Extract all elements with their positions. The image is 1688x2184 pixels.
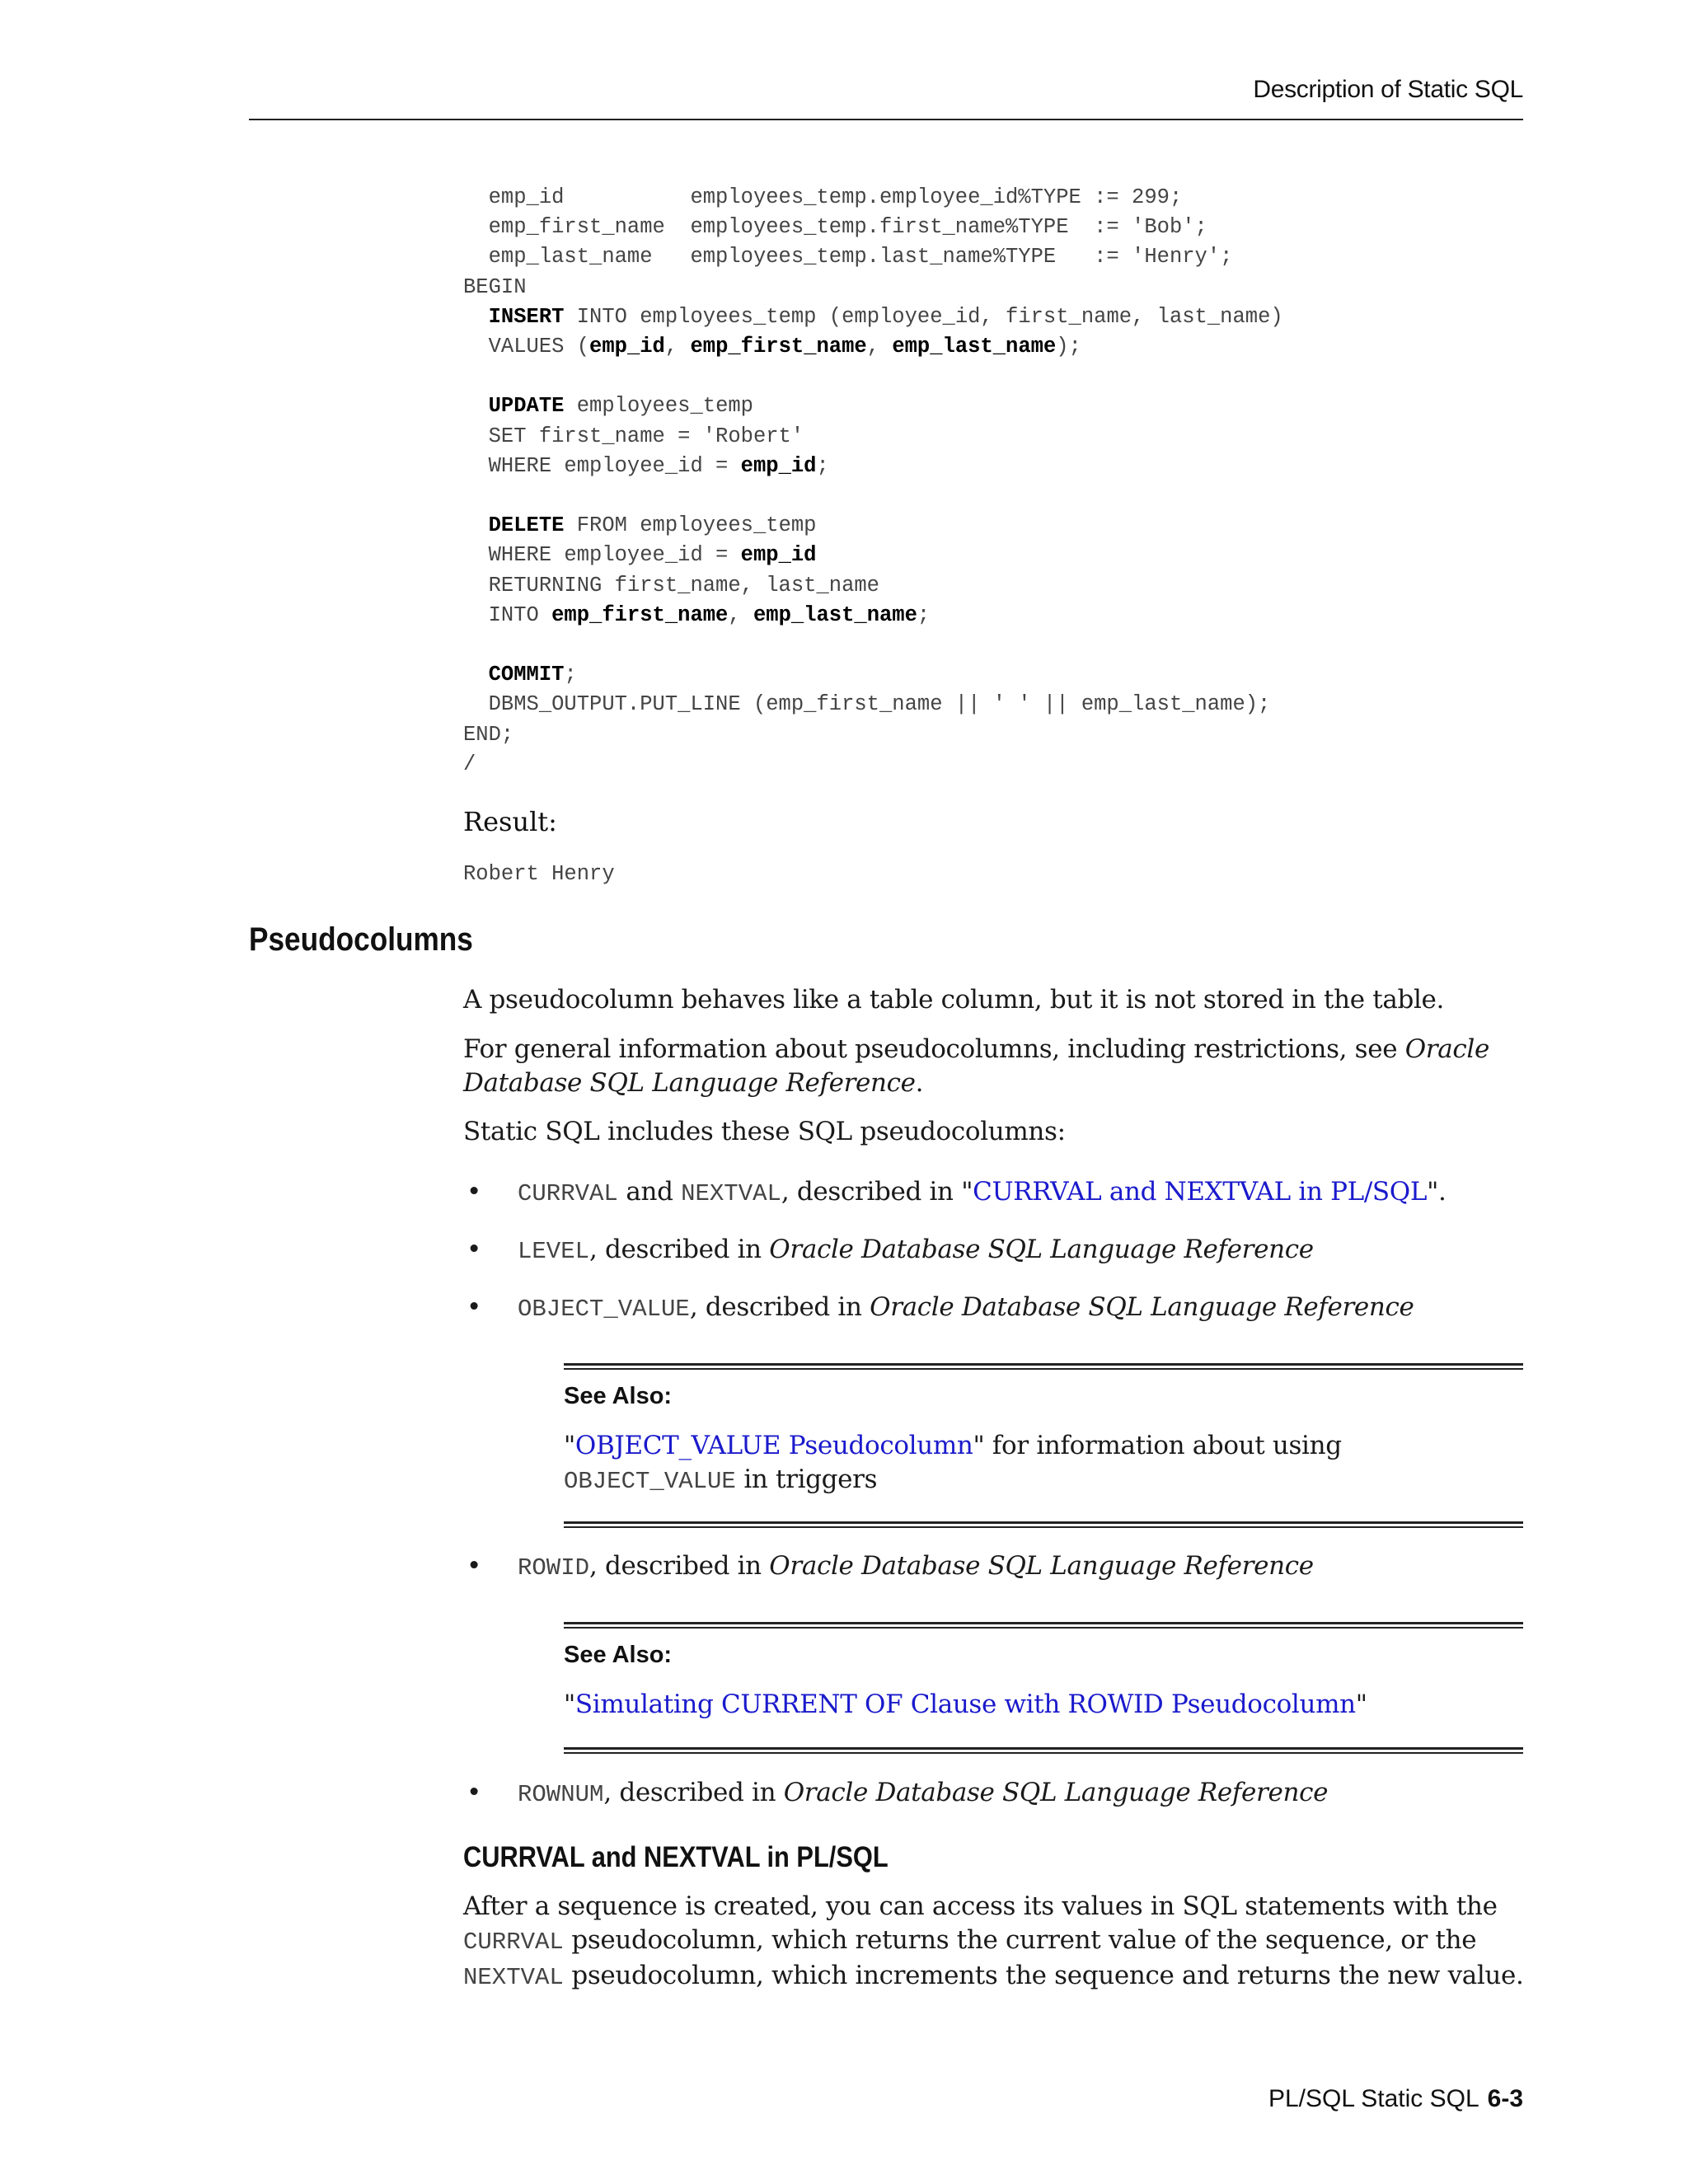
- reference-title-cont: Database SQL Language Reference: [463, 1067, 916, 1098]
- code-keyword: COMMIT: [488, 663, 565, 687]
- code-keyword: UPDATE: [488, 394, 565, 419]
- bullet-dot: •: [467, 1778, 481, 1807]
- running-header-title: Description of Static SQL: [1253, 76, 1523, 103]
- code-line: [463, 692, 1270, 716]
- code-text: DBMS_OUTPUT.PUT_LINE (emp_first_name || ' ' || emp_last_name);: [463, 692, 1271, 717]
- running-header: [249, 73, 1523, 120]
- code-line: [463, 394, 753, 418]
- note-title: See Also:: [564, 1642, 673, 1668]
- bullet-dot: •: [467, 1551, 481, 1581]
- note-top-rule: [564, 1363, 1523, 1370]
- code-text: SET first_name = 'Robert': [463, 424, 804, 448]
- footer-title: PL/SQL Static SQL: [1268, 2085, 1479, 2112]
- code-line: [463, 543, 816, 567]
- bullet-dot: •: [467, 1292, 481, 1322]
- code-line: [463, 663, 577, 687]
- code-text: ,: [866, 335, 893, 359]
- code-line: [463, 574, 879, 598]
- code-text: ,: [728, 602, 753, 627]
- note-bottom-rule: [564, 1521, 1523, 1528]
- code-text: BEGIN: [463, 274, 527, 299]
- object-value-pseudocolumn-link[interactable]: OBJECT_VALUE Pseudocolumn: [574, 1431, 973, 1460]
- code-example: [463, 183, 1283, 780]
- code-text: ;: [917, 602, 931, 627]
- code-keyword: emp_id: [589, 335, 665, 359]
- reference-title: Oracle: [1404, 1034, 1489, 1064]
- code-text: END;: [463, 722, 514, 747]
- code-text: [463, 513, 489, 537]
- page-footer: [1268, 2085, 1523, 2113]
- code-text: [463, 394, 489, 418]
- code-keyword: emp_last_name: [753, 602, 917, 627]
- code-line: [463, 723, 513, 747]
- code-line: [463, 275, 527, 299]
- code-line: [463, 454, 829, 478]
- code-line: [463, 215, 1207, 239]
- code-text: /: [463, 752, 476, 776]
- code-text: ;: [564, 663, 577, 687]
- code-keyword: emp_id: [740, 543, 817, 568]
- code-line: [463, 245, 1232, 269]
- bullet-dot: •: [467, 1177, 481, 1207]
- currval-nextval-link[interactable]: CURRVAL and NEXTVAL in PL/SQL: [973, 1177, 1428, 1207]
- code-line: [463, 752, 476, 776]
- code-line: [463, 424, 804, 448]
- code-line: [463, 185, 1182, 209]
- section-heading: Pseudocolumns: [249, 921, 473, 958]
- see-also-note-object-value: [564, 1363, 1523, 1528]
- see-also-note-rowid: [564, 1622, 1523, 1754]
- simulating-current-of-link[interactable]: Simulating CURRENT OF Clause with ROWID Pseudocolumn: [574, 1690, 1356, 1719]
- code-keyword: INSERT: [488, 304, 565, 329]
- includes-paragraph: Static SQL includes these SQL pseudocolumns:: [463, 1117, 1066, 1146]
- code-text: WHERE employee_id =: [463, 543, 741, 568]
- code-text: WHERE employee_id =: [463, 453, 741, 478]
- result-label: Result:: [463, 806, 557, 837]
- code-text: [463, 305, 489, 329]
- code-text: [463, 663, 489, 687]
- code-text: RETURNING first_name, last_name: [463, 573, 879, 598]
- code-text: emp_id employees_temp.employee_id%TYPE := 299;: [463, 185, 1183, 209]
- code-keyword: emp_id: [740, 453, 817, 478]
- note-body: "Simulating CURRENT OF Clause with ROWID Pseudocolumn": [564, 1690, 1367, 1719]
- code-text: ,: [664, 335, 691, 359]
- sequence-paragraph: After a sequence is created, you can access its values in SQL statements with the CURRVAL pseudocolumn, which returns the current value of the sequence, or the NEXTVAL pseudocolumn, which increments the sequence and returns the new value.: [463, 1891, 1524, 1991]
- code-keyword: emp_first_name: [690, 335, 867, 359]
- code-line: [463, 305, 1283, 329]
- note-body: "OBJECT_VALUE Pseudocolumn" for information about using OBJECT_VALUE in triggers: [564, 1431, 1342, 1495]
- code-text: INTO: [463, 602, 552, 627]
- code-text: ;: [816, 453, 829, 478]
- code-keyword: DELETE: [488, 513, 565, 538]
- code-text: emp_last_name employees_temp.last_name%TYPE := 'Henry';: [463, 245, 1233, 269]
- code-line: [463, 513, 817, 537]
- result-output: Robert Henry: [463, 862, 615, 886]
- page-number: 6-3: [1487, 2085, 1523, 2112]
- general-info-paragraph: For general information about pseudocolumns, including restrictions, see Oracle Database SQL Language Reference.: [463, 1034, 1489, 1098]
- code-text: emp_first_name employees_temp.first_name%TYPE := 'Bob';: [463, 215, 1207, 240]
- subsection-heading: CURRVAL and NEXTVAL in PL/SQL: [463, 1841, 889, 1873]
- code-keyword: emp_first_name: [551, 602, 729, 627]
- bullet-dot: •: [467, 1235, 481, 1264]
- code-line: [463, 603, 930, 627]
- note-top-rule: [564, 1622, 1523, 1629]
- intro-paragraph: A pseudocolumn behaves like a table column, but it is not stored in the table.: [463, 985, 1445, 1015]
- code-text: VALUES (: [463, 335, 590, 359]
- code-text: );: [1056, 335, 1081, 359]
- code-text: INTO employees_temp (employee_id, first_name, last_name): [564, 304, 1283, 329]
- note-bottom-rule: [564, 1747, 1523, 1754]
- code-keyword: emp_last_name: [892, 335, 1057, 359]
- code-line: [463, 335, 1081, 359]
- note-title: See Also:: [564, 1383, 673, 1409]
- code-text: employees_temp: [564, 394, 753, 419]
- code-text: FROM employees_temp: [564, 513, 817, 538]
